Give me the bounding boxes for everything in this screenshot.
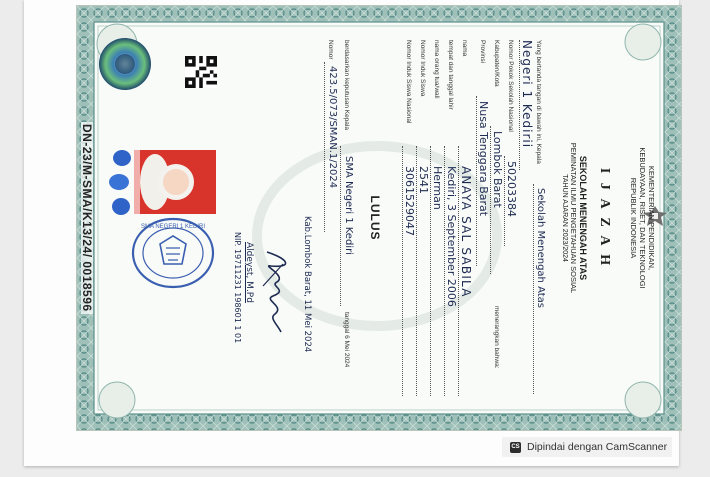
signature-place-date: Kab.Lombok Barat, 11 Mei 2024 <box>302 216 312 353</box>
field-value-npsn: 50203384 <box>505 161 518 217</box>
field-value-province: Nusa Tenggara Barat <box>477 101 490 217</box>
signer-name: Aldeyst, M.Pd <box>244 242 254 303</box>
statement-prefix: Yang bertanda tangan di bawah ini, Kepala <box>535 40 542 164</box>
camscanner-label: Dipindai dengan CamScanner <box>527 441 668 453</box>
stamp-text: SMA NEGERI 1 KEDIRI <box>140 224 206 230</box>
ministry-line-2: KEBUDAYAAN, RISET, DAN TEKNOLOGI <box>638 147 647 289</box>
decision-value: SMA Negeri 1 Kediri <box>343 156 354 255</box>
program: PEMINATAN ILMU PENGETAHUAN SOSIAL <box>569 142 578 294</box>
field-label-province: Provinsi <box>479 40 486 64</box>
field-value-name: ANAYA SAL SABILA <box>459 166 473 298</box>
statement-value: Sekolah Menengah Atas <box>535 188 546 308</box>
handwritten-signature <box>257 246 297 336</box>
school-year: TAHUN AJARAN 2023/2024 <box>561 174 568 262</box>
field-label-birth: tempat dan tanggal lahir <box>447 40 454 110</box>
scanned-page <box>24 0 679 466</box>
field-value-nisn: 3061529047 <box>403 166 416 236</box>
serial-number: DN-23/M-SMA/K13/24/ 0018596 <box>80 124 94 312</box>
decision-label: berdasarkan keputusan Kepala <box>343 40 350 130</box>
graduation-status: LULUS <box>368 195 382 241</box>
field-value-city: Lombok Barat <box>491 131 504 208</box>
number-value: 423.5/073/SMAN.1/2024 <box>327 66 338 189</box>
camscanner-icon: CS <box>510 442 521 453</box>
field-label-nisn: Nomor Induk Siswa Nasional <box>405 40 412 124</box>
number-label: Nomor <box>327 40 334 60</box>
field-value-birth: Kediri, 3 September 2006 <box>445 166 458 307</box>
school-name: Negeri 1 Kedirii <box>520 40 534 149</box>
field-label-npsn: Nomor Pokok Sekolah Nasional <box>507 40 514 132</box>
field-value-parent: Herman <box>431 166 444 210</box>
signer-nip: NIP. 19711231 198601 1 01 <box>233 232 242 344</box>
camscanner-watermark <box>502 437 672 457</box>
ministry-line-3: REPUBLIK INDONESIA <box>629 177 638 259</box>
field-label-name: nama <box>461 40 468 57</box>
school-level: SEKOLAH MENENGAH ATAS <box>578 155 588 281</box>
certificate <box>76 5 682 431</box>
field-label-nis: Nomor Induk Siswa <box>419 40 426 97</box>
field-label-city: Kabupaten/Kota <box>493 40 500 87</box>
ministry-line-1: KEMENTERIAN PENDIDIKAN, <box>647 165 656 271</box>
field-value-nis: 2541 <box>417 166 430 194</box>
decision-date: tanggal 6 Mei 2024 <box>343 312 350 368</box>
document-title: I J A Z A H <box>597 167 612 269</box>
statement-suffix: menerangkan bahwa: <box>493 306 500 369</box>
certificate-content <box>77 6 681 430</box>
field-label-parent: nama orang tua/wali <box>433 40 440 99</box>
